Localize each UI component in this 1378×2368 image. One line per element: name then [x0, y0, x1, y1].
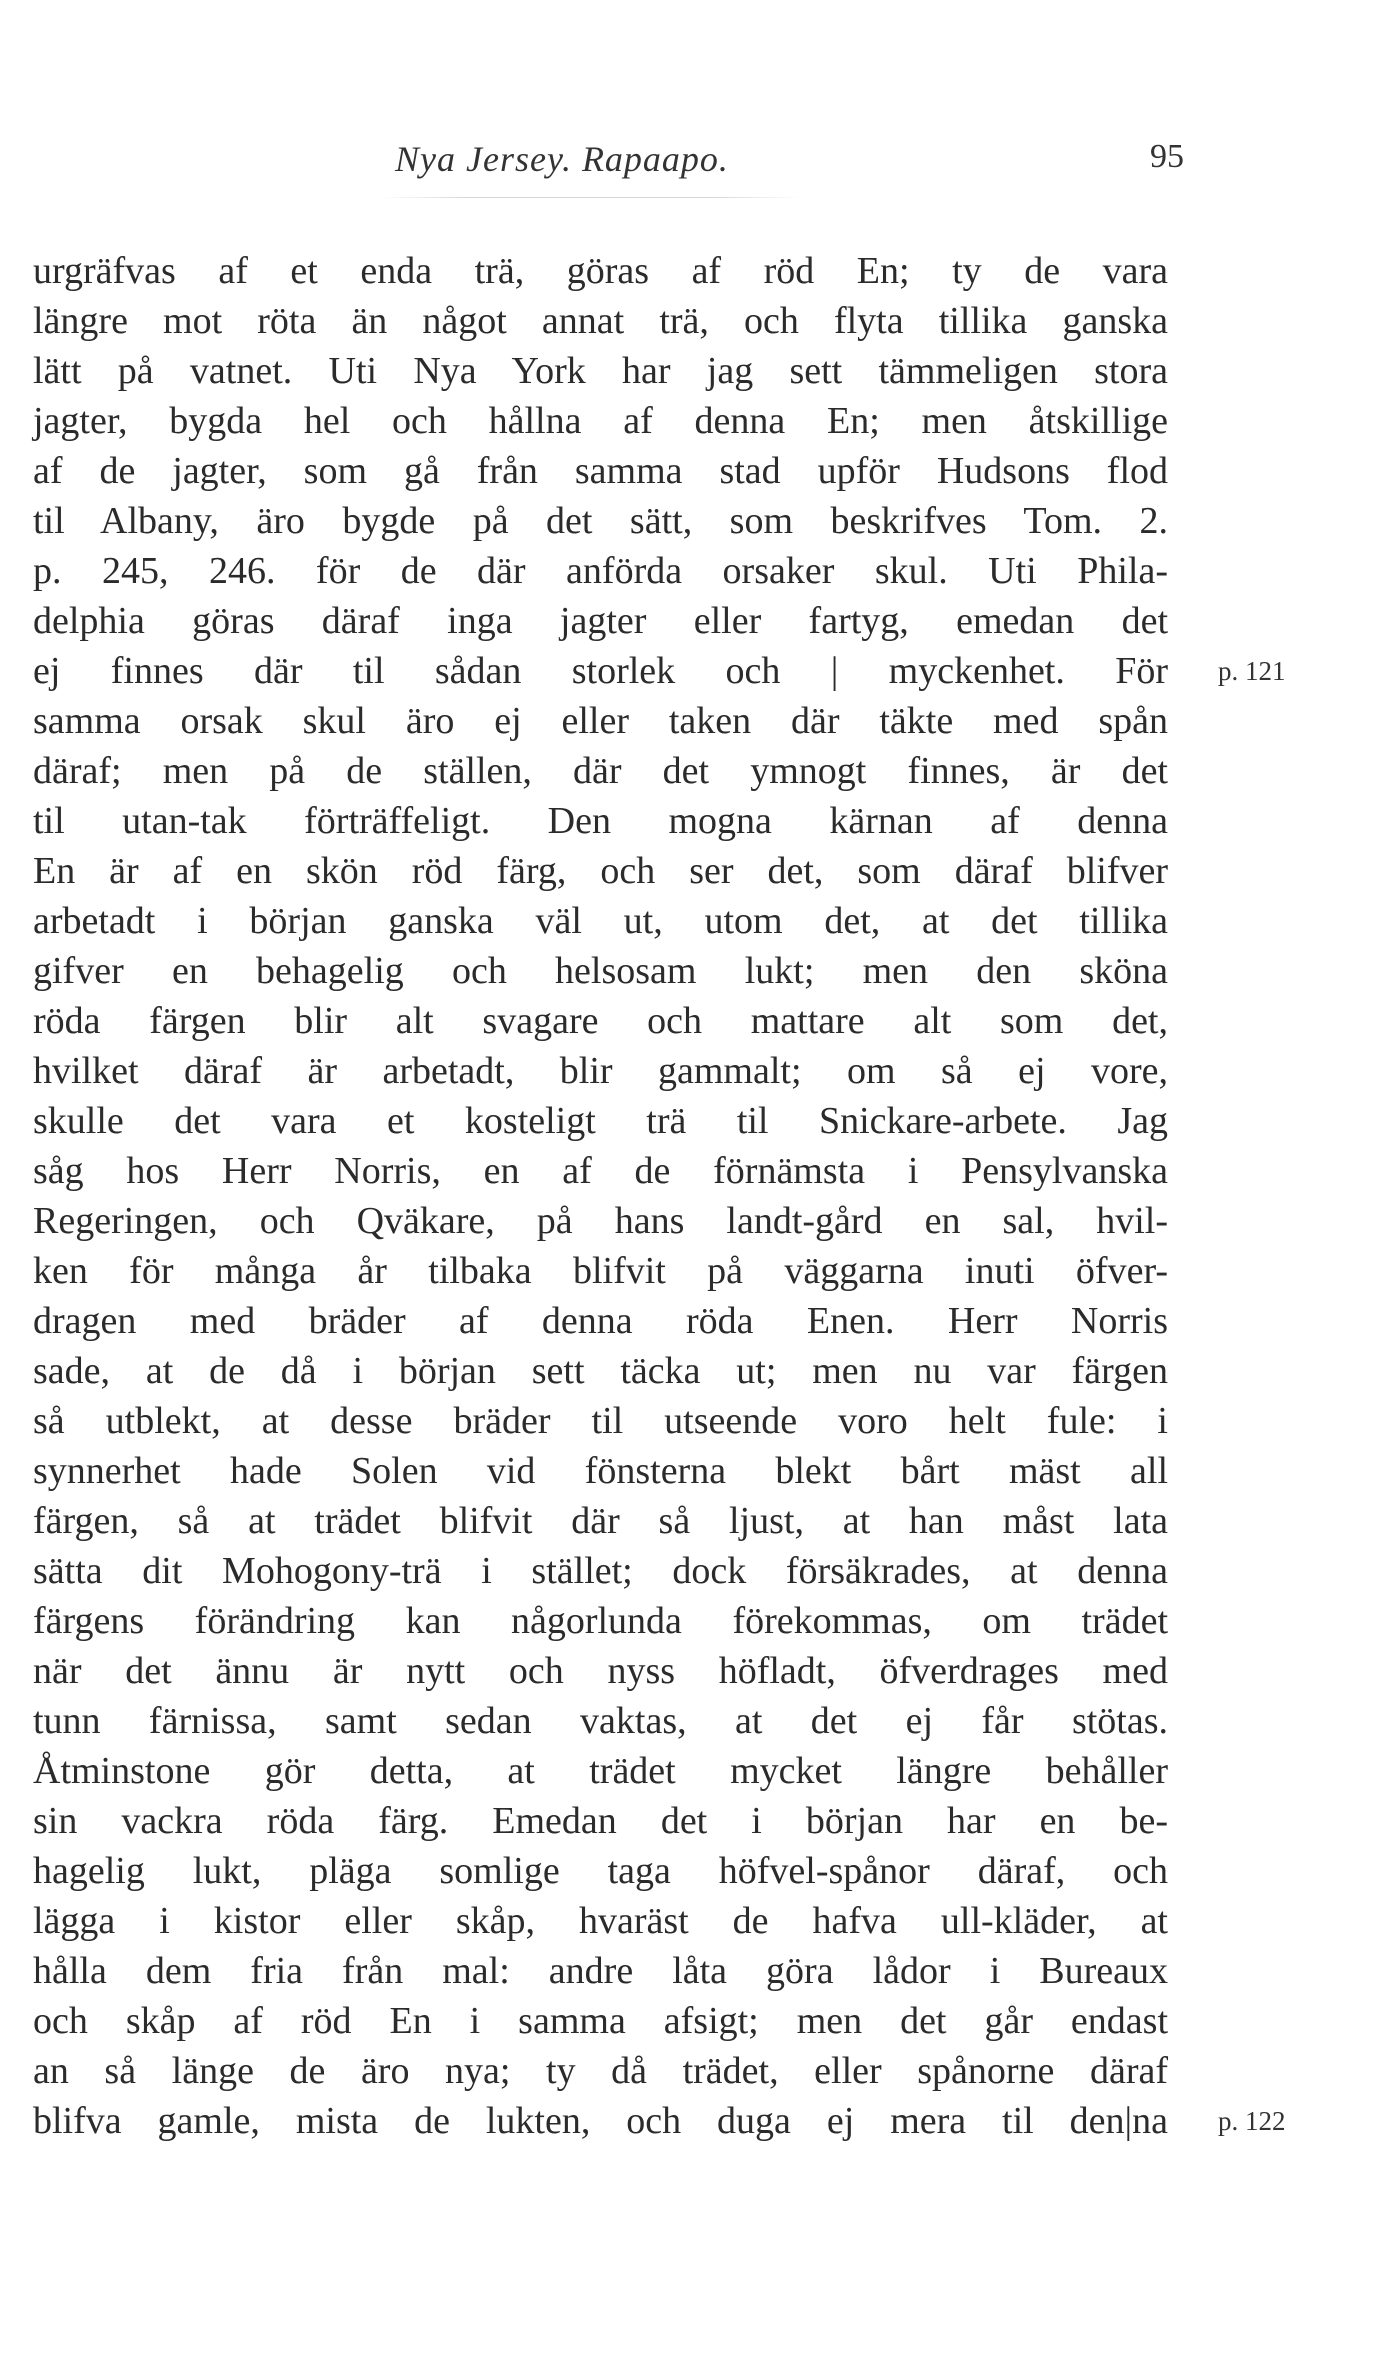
- text-line: så utblekt, at desse bräder til utseende voro helt fule: i: [33, 1400, 1168, 1442]
- text-line: gifver en behagelig och helsosam lukt; men den sköna: [33, 950, 1168, 992]
- text-line: arbetadt i början ganska väl ut, utom det, at det tillika: [33, 900, 1168, 942]
- margin-page-reference: p. 122: [1218, 2106, 1286, 2136]
- text-line: En är af en skön röd färg, och ser det, som däraf blifver: [33, 850, 1168, 892]
- text-line: hagelig lukt, pläga somlige taga höfvel-spånor däraf, och: [33, 1850, 1168, 1892]
- text-line: hålla dem fria från mal: andre låta göra lådor i Bureaux: [33, 1950, 1168, 1992]
- text-line: sade, at de då i början sett täcka ut; men nu var färgen: [33, 1350, 1168, 1392]
- text-line: sin vackra röda färg. Emedan det i början har en be-: [33, 1800, 1168, 1842]
- text-line: ej finnes där til sådan storlek och | myckenhet. För: [33, 650, 1168, 692]
- text-line: delphia göras däraf inga jagter eller fartyg, emedan det: [33, 600, 1168, 642]
- text-line: til utan-tak förträffeligt. Den mogna kärnan af denna: [33, 800, 1168, 842]
- text-line: längre mot röta än något annat trä, och flyta tillika ganska: [33, 300, 1168, 342]
- margin-page-reference: p. 121: [1218, 656, 1286, 686]
- text-line: färgens förändring kan någorlunda förekommas, om trädet: [33, 1600, 1168, 1642]
- text-line: an så länge de äro nya; ty då trädet, eller spånorne däraf: [33, 2050, 1168, 2092]
- text-line: tunn färnissa, samt sedan vaktas, at det ej får stötas.: [33, 1700, 1168, 1742]
- text-line: sätta dit Mohogony-trä i stället; dock försäkrades, at denna: [33, 1550, 1168, 1592]
- page-number: 95: [1150, 138, 1184, 175]
- text-line: samma orsak skul äro ej eller taken där täkte med spån: [33, 700, 1168, 742]
- text-line: när det ännu är nytt och nyss höfladt, öfverdrages med: [33, 1650, 1168, 1692]
- text-line: såg hos Herr Norris, en af de förnämsta i Pensylvanska: [33, 1150, 1168, 1192]
- text-line: af de jagter, som gå från samma stad upför Hudsons flod: [33, 450, 1168, 492]
- text-line: Åtminstone gör detta, at trädet mycket längre behåller: [33, 1750, 1168, 1792]
- text-line: röda färgen blir alt svagare och mattare alt som det,: [33, 1000, 1168, 1042]
- text-line: dragen med bräder af denna röda Enen. Herr Norris: [33, 1300, 1168, 1342]
- text-line: blifva gamle, mista de lukten, och duga ej mera til den|na: [33, 2100, 1168, 2142]
- text-line: däraf; men på de ställen, där det ymnogt finnes, är det: [33, 750, 1168, 792]
- text-line: hvilket däraf är arbetadt, blir gammalt; om så ej vore,: [33, 1050, 1168, 1092]
- text-line: skulle det vara et kosteligt trä til Snickare-arbete. Jag: [33, 1100, 1168, 1142]
- text-line: och skåp af röd En i samma afsigt; men det går endast: [33, 2000, 1168, 2042]
- text-line: p. 245, 246. för de där anförda orsaker skul. Uti Phila-: [33, 550, 1168, 592]
- text-line: lägga i kistor eller skåp, hvaräst de hafva ull-kläder, at: [33, 1900, 1168, 1942]
- text-line: Regeringen, och Qväkare, på hans landt-gård en sal, hvil-: [33, 1200, 1168, 1242]
- text-line: til Albany, äro bygde på det sätt, som beskrifves Tom. 2.: [33, 500, 1168, 542]
- text-line: ken för många år tilbaka blifvit på väggarna inuti öfver-: [33, 1250, 1168, 1292]
- text-line: synnerhet hade Solen vid fönsterna blekt bårt mäst all: [33, 1450, 1168, 1492]
- text-line: jagter, bygda hel och hållna af denna En; men åtskillige: [33, 400, 1168, 442]
- running-title: Nya Jersey. Rapaapo.: [395, 139, 729, 179]
- running-header: [0, 138, 1378, 188]
- text-line: färgen, så at trädet blifvit där så ljust, at han måst lata: [33, 1500, 1168, 1542]
- text-line: urgräfvas af et enda trä, göras af röd En; ty de vara: [33, 250, 1168, 292]
- header-rule: [380, 197, 800, 198]
- text-line: lätt på vatnet. Uti Nya York har jag sett tämmeligen stora: [33, 350, 1168, 392]
